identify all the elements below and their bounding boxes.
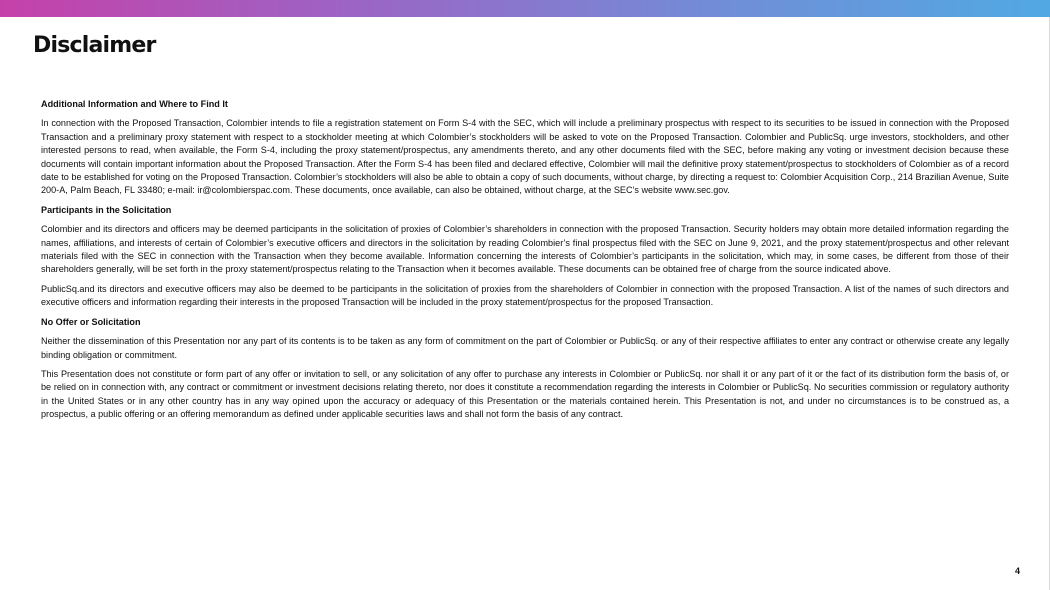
header-gradient-bar [0, 0, 1050, 17]
paragraph-no-offer-dissemination: Neither the dissemination of this Presentation nor any part of its contents is to be taken as any form of commitment on the part of Colombier or PublicSq. or any of their respective affiliates to enter any contract or otherwise create any legally binding obligation or commitment. [41, 336, 1009, 360]
slide-title: Disclaimer [33, 33, 156, 58]
section-heading-no-offer: No Offer or Solicitation [41, 316, 141, 327]
disclaimer-content [41, 98, 1009, 428]
paragraph-participants-publicsq: PublicSq.and its directors and executive officers may also be deemed to be participants in the solicitation of proxies from the shareholders of Colombier in connection with the proposed Transaction. A list of the names of such directors and executive officers and information regarding their interests in the proposed Transaction will be included in the proxy statement/prospectus for the proposed Transaction. [41, 283, 1009, 308]
section-heading-participants: Participants in the Solicitation [41, 204, 172, 215]
section-heading-additional-information: Additional Information and Where to Find It [41, 99, 228, 109]
page-number: 4 [1015, 566, 1021, 576]
paragraph-additional-information: In connection with the Proposed Transaction, Colombier intends to file a registration statement on Form S-4 with the SEC, which will include a preliminary prospectus with respect to its securities to be issued in connection with the Proposed Transaction and a preliminary proxy statement with respect to a stockholder meeting at which Colombier’s stockholders will be asked to vote on the Proposed Transaction. Colombier and PublicSq. urge investors, stockholders, and other interested persons to read, when available, the Form S-4, including the proxy statement/prospectus, any amendments thereto, and any other documents filed with the SEC, before making any voting or investment decision because these documents will contain important information about the Proposed Transaction. After the Form S-4 has been filed and declared effective, Colombier will mail the definitive proxy statement/prospectus to stockholders of Colombier as of a record date to be established for voting on the Proposed Transaction. Colombier’s stockholders will also be able to obtain a copy of such documents, without charge, by directing a request to: Colombier Acquisition Corp., 214 Brazilian Avenue, Suite 200-A, Palm Beach, FL 33480; e-mail: ir@colombierspac.com. These documents, once available, can also be obtained, without charge, at the SEC’s website www.sec.gov. [41, 118, 1009, 196]
paragraph-no-offer-not-prospectus: This Presentation does not constitute or form part of any offer or invitation to sell, or any solicitation of any offer to purchase any interests in Colombier or PublicSq. nor shall it or any part of it or the fact of its distribution form the basis of, or be relied on in connection with, any contract or commitment or investment decisions relating thereto, nor does it constitute a recommendation regarding the interests in Colombier or PublicSq. No securities commission or regulatory authority in the United States or in any other country has in any way opined upon the accuracy or adequacy of this Presentation or the materials contained herein. This Presentation is not, and under no circumstances is to be construed as, a prospectus, a public offering or an offering memorandum as defined under applicable securities laws and shall not form the basis of any contract. [41, 368, 1009, 420]
paragraph-participants-colombier: Colombier and its directors and officers may be deemed participants in the solicitation of proxies of Colombier’s shareholders in connection with the proposed Transaction. Security holders may obtain more detailed information regarding the names, affiliations, and interests of certain of Colombier’s executive officers and directors in the solicitation by reading Colombier’s final prospectus filed with the SEC on June 9, 2021, and the proxy statement/prospectus and other relevant materials filed with the SEC in connection with the Transaction when they become available. Information concerning the interests of Colombier’s participants in the solicitation, which may, in some cases, be different from those of their shareholders generally, will be set forth in the proxy statement/prospectus relating to the Transaction when it becomes available. These documents can be obtained free of charge from the source indicated above. [41, 224, 1009, 275]
